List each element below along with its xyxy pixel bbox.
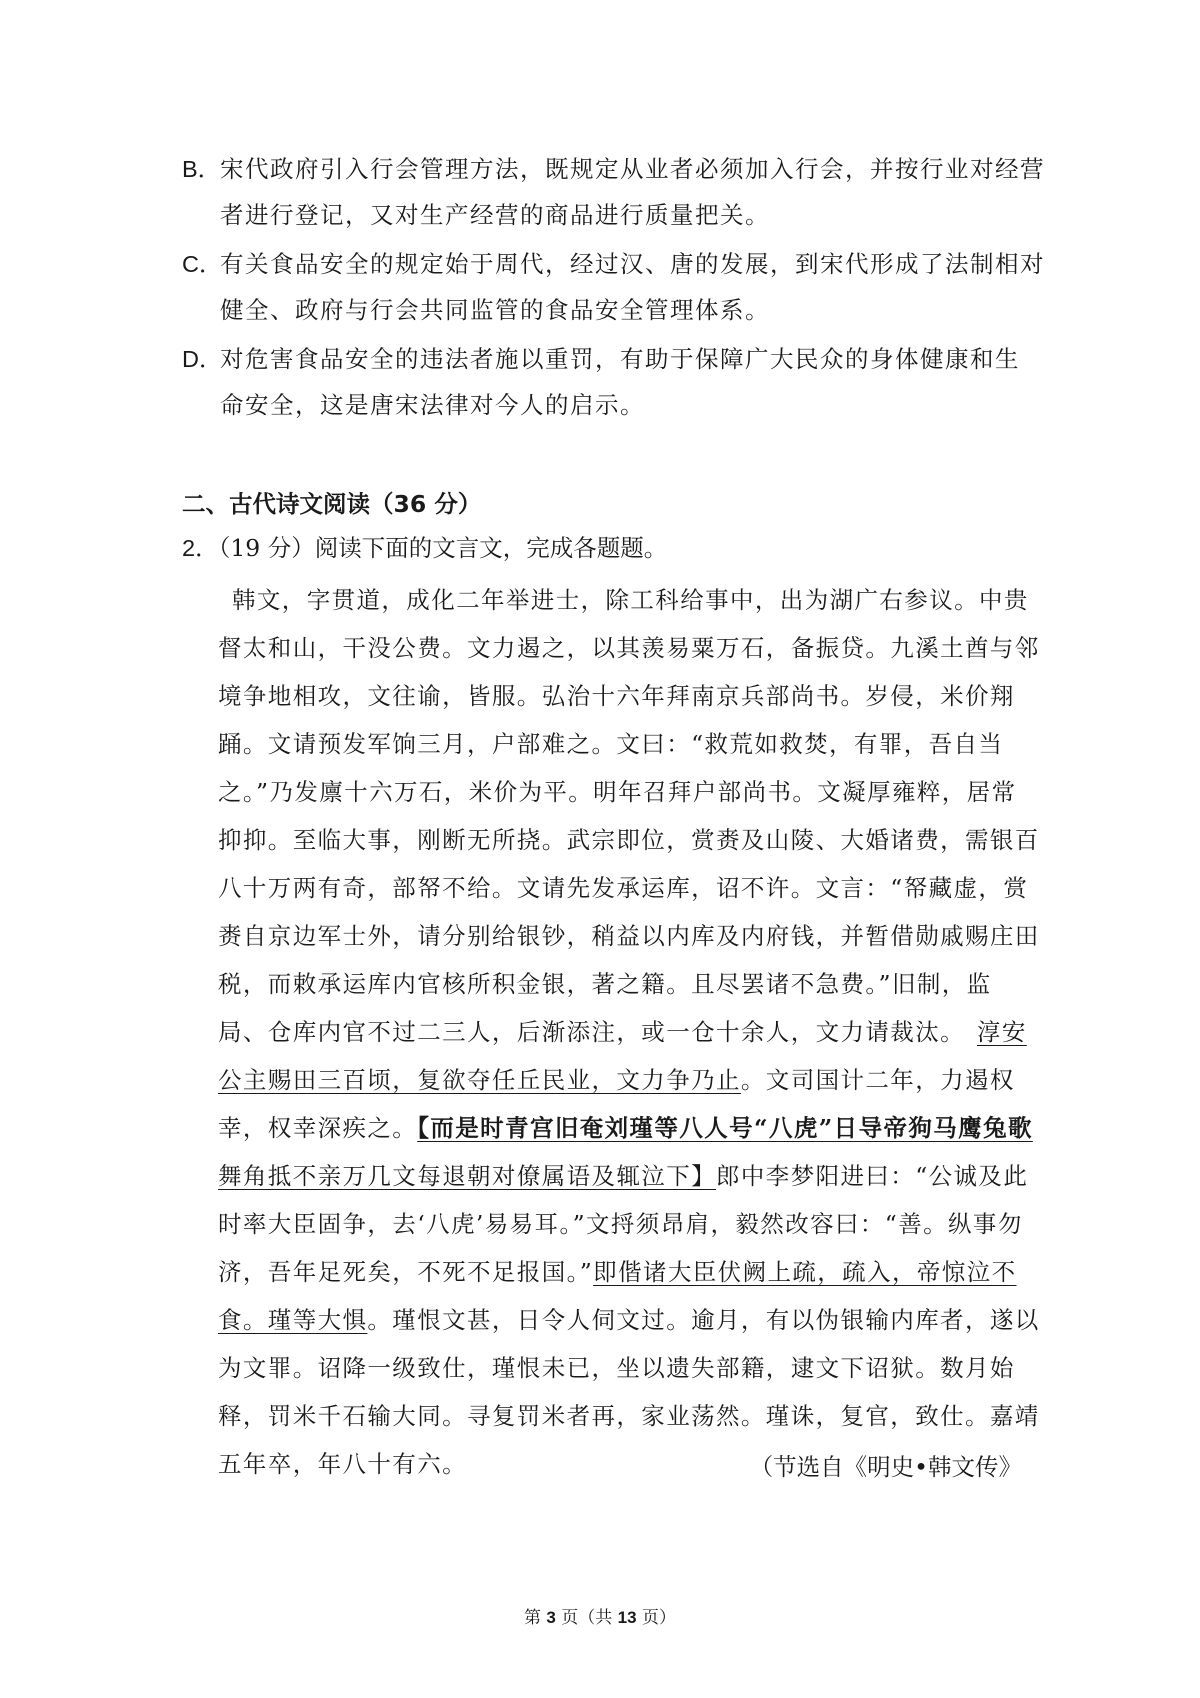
underlined-sentence-2: 即偕诸大臣伏阙上疏，疏入，帝惊泣不 bbox=[593, 1258, 1017, 1286]
passage-line: 八十万两有奇，部帑不给。文请先发承运库，诏不许。文言：“帑藏虚，赏 bbox=[218, 874, 1029, 902]
option-label: C． bbox=[182, 251, 223, 277]
classical-passage bbox=[218, 576, 1040, 1488]
underlined-sentence-1: 淳安 bbox=[977, 1018, 1027, 1046]
question-text: （19 分）阅读下面的文言文，完成各题题。 bbox=[218, 534, 668, 562]
passage-line bbox=[218, 1056, 1028, 1104]
passage-line bbox=[218, 1152, 1028, 1200]
option-label: B． bbox=[182, 156, 222, 182]
passage-text: 。瑾恨文甚，日令人伺文过。逾月，有以伪银输内库者，遂以 bbox=[367, 1306, 1040, 1334]
underlined-sentence-1: 公主赐田三百顷，复欲夺任丘民业，文力争乃止 bbox=[218, 1066, 741, 1094]
passage-line: 督太和山，干没公费。文力遏之，以其羡易粟万石，备振贷。九溪土酋与邻 bbox=[218, 634, 1040, 662]
passage-line: 之。”乃发廪十六万石，米价为平。明年召拜户部尚书。文凝厚雍粹，居常 bbox=[218, 778, 1017, 806]
footer-mid: 页（共 bbox=[561, 1608, 613, 1628]
passage-line: 税，而敕承运库内官核所积金银，著之籍。且尽罢诸不急费。”旧制，监 bbox=[218, 970, 992, 998]
passage-text: 局、仓库内官不过二三人，后渐添注，或一仓十余人，文力请裁汰。 bbox=[218, 1018, 965, 1046]
page-footer bbox=[0, 1603, 1200, 1628]
option-line: 者进行登记，又对生产经营的商品进行质量把关。 bbox=[220, 201, 770, 229]
option-line: 对危害食品安全的违法者施以重罚，有助于保障广大民众的身体健康和生 bbox=[220, 345, 1020, 373]
bracketed-sentence: 舞角抵不亲万几文每退朝对僚属语及辄泣下】 bbox=[218, 1162, 716, 1190]
footer-prefix: 第 bbox=[523, 1608, 541, 1628]
passage-line bbox=[218, 1296, 1040, 1344]
passage-line: 赉自京边军士外，请分别给银钞，稍益以内库及内府钱，并暂借勋戚赐庄田 bbox=[218, 922, 1040, 950]
question-line bbox=[182, 528, 667, 568]
option-c bbox=[182, 241, 1045, 333]
passage-line: 境争地相攻，文往谕，皆服。弘治十六年拜南京兵部尚书。岁侵，米价翔 bbox=[218, 682, 1015, 710]
passage-line: 为文罪。诏降一级致仕，瑾恨未已，坐以遗失部籍，逮文下诏狱。数月始 bbox=[218, 1354, 1015, 1382]
total-pages: 13 bbox=[617, 1608, 637, 1627]
passage-text: 幸，权幸深疾之。 bbox=[218, 1114, 418, 1142]
option-d bbox=[182, 336, 1022, 428]
passage-line: 韩文，字贯道，成化二年举进士，除工科给事中，出为湖广右参议。中贵 bbox=[232, 586, 1029, 614]
underlined-sentence-2: 食。瑾等大惧 bbox=[218, 1306, 368, 1334]
section-heading: 二、古代诗文阅读（36 分） bbox=[182, 490, 482, 518]
passage-text: 。文司国计二年，力遏权 bbox=[740, 1066, 1015, 1094]
passage-line: 抑抑。至临大事，刚断无所挠。武宗即位，赏赉及山陵、大婚诸费，需银百 bbox=[218, 826, 1040, 854]
passage-text: 郎中李梦阳进曰：“公诚及此 bbox=[716, 1162, 1029, 1190]
passage-line: 释，罚米千石输大同。寻复罚米者再，家业荡然。瑾诛，复官，致仕。嘉靖 bbox=[218, 1402, 1040, 1430]
passage-line: 时率大臣固争，去‘八虎’易易耳。”文捋须昂肩，毅然改容曰：“善。纵事勿 bbox=[218, 1210, 1023, 1238]
passage-source: （节选自《明史•韩文传》 bbox=[749, 1453, 1022, 1481]
option-line: 健全、政府与行会共同监管的食品安全管理体系。 bbox=[220, 296, 770, 324]
passage-line: 五年卒，年八十有六。 bbox=[218, 1450, 467, 1478]
question-number: 2． bbox=[182, 535, 219, 561]
footer-suffix: 页） bbox=[642, 1608, 676, 1628]
option-line: 有关食品安全的规定始于周代，经过汉、唐的发展，到宋代形成了法制相对 bbox=[220, 250, 1045, 278]
passage-line bbox=[218, 1248, 1028, 1296]
bracketed-sentence: 【而是时青宫旧奄刘瑾等八人号“八虎”日导帝狗马鹰兔歌 bbox=[417, 1114, 1033, 1142]
option-b bbox=[182, 146, 1045, 238]
option-label: D． bbox=[182, 346, 223, 372]
option-line: 宋代政府引入行会管理方法，既规定从业者必须加入行会，并按行业对经营 bbox=[220, 155, 1045, 183]
option-line: 命安全，这是唐宋法律对今人的启示。 bbox=[220, 391, 645, 419]
passage-line: 踊。文请预发军饷三月，户部难之。文曰：“救荒如救焚，有罪，吾自当 bbox=[218, 730, 1004, 758]
passage-text: 济，吾年足死矣，不死不足报国。” bbox=[218, 1258, 594, 1286]
page-number: 3 bbox=[546, 1608, 556, 1627]
passage-line bbox=[218, 1008, 1028, 1056]
passage-line bbox=[218, 1104, 1033, 1152]
